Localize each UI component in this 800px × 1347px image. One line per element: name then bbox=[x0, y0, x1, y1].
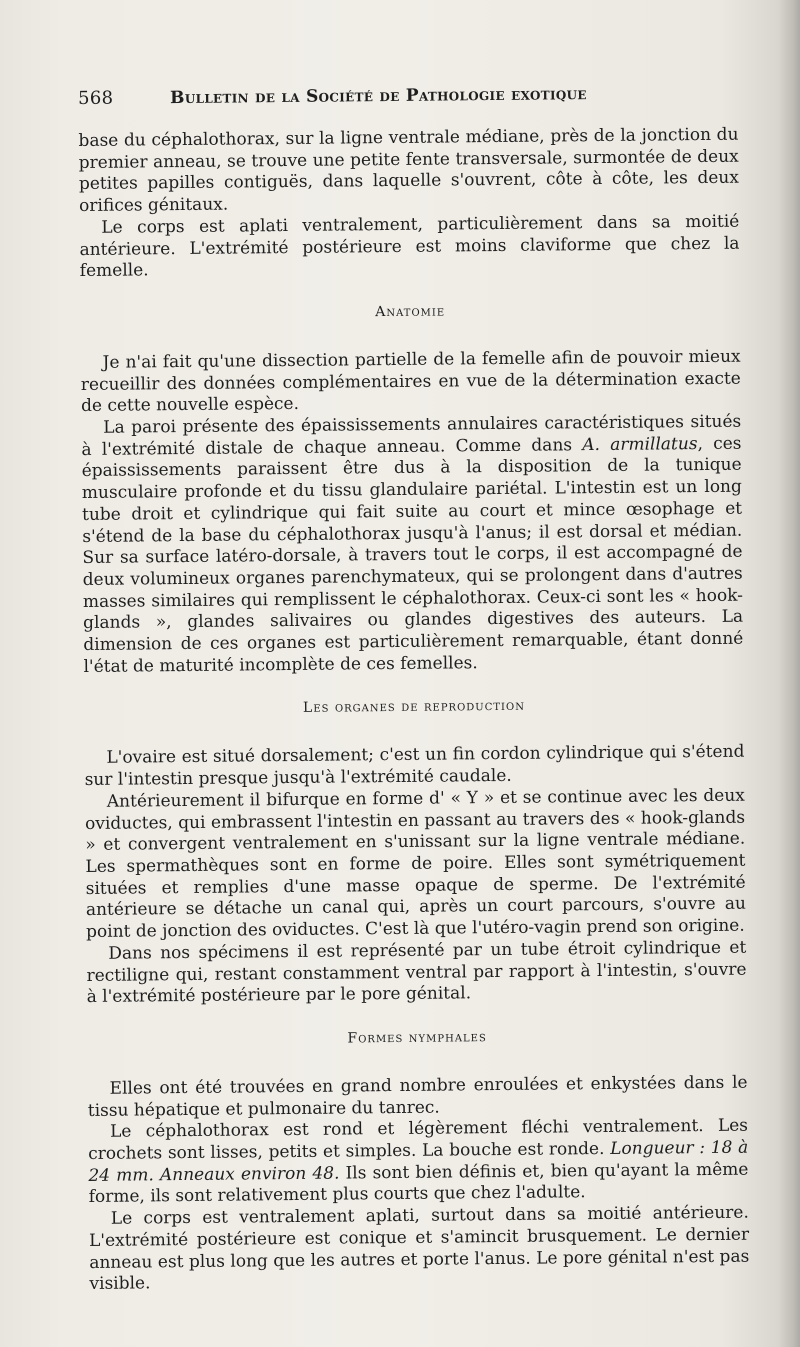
paragraph: Le corps est ventralement aplati, surtout dans sa moitié antérieure. L'extrémité postérieure est conique et s'amincit brusquement. Le dernier anneau est plus long que les autres et porte l'anus. Le pore génital n'est pas visible. bbox=[88, 1202, 750, 1295]
reproduction-section bbox=[84, 742, 746, 1009]
text-run: , ces épaississements paraissent être dus à la disposition de la tunique musculaire profonde et du tissu glandulaire pariétal. L'intestin est un long tube droit et cylindrique qui fait suite au court et mince œsophage et s'étend de la base du céphalothorax jusqu'à l'anus; il est dorsal et médian. Sur sa surface latéro-dorsale, à travers tout le corps, il est accompagné de deux volumineux organes parenchymateux, qui se prolongent dans d'autres masses similaires qui remplissent le céphalothorax. Ceux-ci sont les « hook-glands », glandes salivaires ou glandes digestives des auteurs. La dimension de ces organes est particulièrement remarquable, étant donné l'état de maturité incomplète de ces femelles. bbox=[81, 433, 744, 677]
section-heading-reproduction: Les organes de reproduction bbox=[302, 698, 525, 717]
paragraph: L'ovaire est situé dorsalement; c'est un fin cordon cylindrique qui s'étend sur l'intestin presque jusqu'à l'extrémité caudale. bbox=[84, 742, 745, 791]
paragraph: base du céphalothorax, sur la ligne ventrale médiane, près de la jonction du premier anneau, se trouve une petite fente transversale, surmontée de deux petites papilles contiguës, dans laquelle s'ouvrent, côte à côte, les deux orifices génitaux. bbox=[78, 124, 739, 217]
measurements: Longueur : 18 à 24 mm. Anneaux environ 48. bbox=[88, 1137, 749, 1186]
text-run: Le céphalothorax est rond et légèrement fléchi ventralement. Les crochets sont lisses, petits et simples. La bouche est ronde. bbox=[88, 1115, 749, 1164]
journal-title: Bulletin de la Société de Pathologie exotique bbox=[170, 84, 587, 109]
anatomie-section bbox=[81, 347, 744, 679]
section-heading-anatomie: Anatomie bbox=[375, 303, 446, 321]
nymphales-section bbox=[88, 1073, 750, 1296]
paragraph: Le corps est aplati ventralement, particulièrement dans sa moitié antérieure. L'extrémité postérieure est moins claviforme que chez la femelle. bbox=[79, 211, 740, 282]
intro-section bbox=[78, 125, 739, 283]
section-heading-nymphales: Formes nymphales bbox=[347, 1029, 487, 1047]
paragraph bbox=[88, 1116, 749, 1209]
page-number: 568 bbox=[78, 87, 114, 109]
text-run: La paroi présente des épaississements annulaires caractéristiques situés à l'extrémité distale de chaque anneau. Comme dans bbox=[81, 411, 742, 460]
paragraph: Elles ont été trouvées en grand nombre enroulées et enkystées dans le tissu hépatique et pulmonaire du tanrec. bbox=[87, 1072, 748, 1121]
page-fold-shadow bbox=[778, 0, 800, 1347]
paragraph: Je n'ai fait qu'une dissection partielle de la femelle afin de pouvoir mieux recueillir des données complémentaires en vue de la détermination exacte de cette nouvelle espèce. bbox=[80, 346, 741, 417]
running-head bbox=[78, 82, 738, 109]
text-run: Ils sont bien définis et, bien qu'ayant la même forme, ils sont relativement plus courts que chez l'adulte. bbox=[88, 1159, 749, 1208]
paragraph bbox=[81, 412, 743, 679]
page-content bbox=[78, 82, 750, 1296]
species-name: A. armillatus bbox=[582, 433, 698, 455]
paragraph: Antérieurement il bifurque en forme d' « Y » et se continue avec les deux oviductes, qui embrassent l'intestin en passant au travers des « hook-glands » et convergent ventralement en s'unissant sur la ligne ventrale médiane. Les spermathèques sont en forme de poire. Elles sont symétriquement situées et remplies d'une masse opaque de sperme. De l'extrémité antérieure se détache un canal qui, après un court parcours, s'ouvre au point de jonction des oviductes. C'est là que l'utéro-vagin prend son origine. bbox=[84, 785, 746, 943]
paragraph: Dans nos spécimens il est représenté par un tube étroit cylindrique et rectiligne qui, restant constamment ventral par rapport à l'intestin, s'ouvre à l'extrémité postérieure par le pore génital. bbox=[86, 937, 747, 1008]
